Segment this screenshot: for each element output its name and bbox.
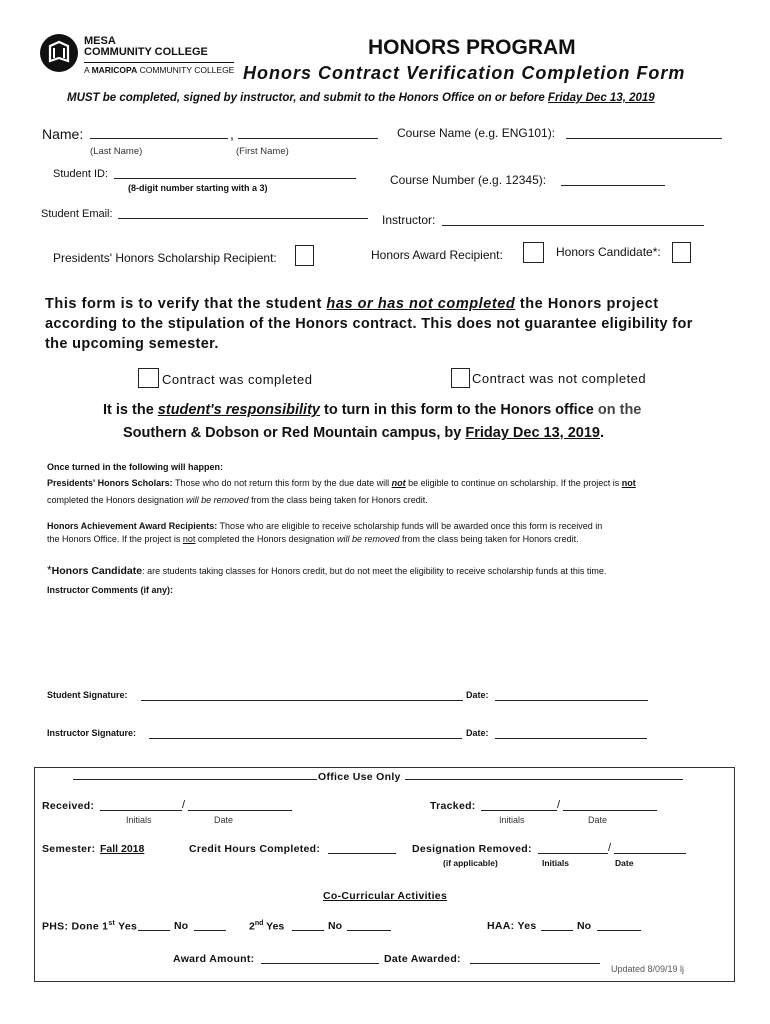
received-date-caption: Date xyxy=(214,815,234,825)
form-subtitle: Honors Contract Verification Completion Form xyxy=(243,63,686,83)
page-title: HONORS PROGRAM xyxy=(368,36,576,59)
honors-candidate-checkbox[interactable] xyxy=(672,242,691,263)
instructor-field[interactable] xyxy=(442,213,704,226)
instructor-signature-field[interactable] xyxy=(149,726,462,739)
course-name-label: Course Name (e.g. ENG101): xyxy=(397,126,556,140)
first-name-field[interactable] xyxy=(238,126,378,139)
office-title-rule-left xyxy=(73,767,317,780)
student-signature-field[interactable] xyxy=(141,688,463,701)
presidents-note-line-1: Presidents' Honors Scholars: Those who do not return this form by the due date will not be eligible to continue on scholarship. If the project is not xyxy=(47,478,636,488)
student-email-field[interactable] xyxy=(118,206,368,219)
course-name-field[interactable] xyxy=(566,126,722,139)
student-signature-label: Student Signature: xyxy=(47,690,128,700)
name-label: Name: xyxy=(42,126,84,142)
second-yes-label: 2nd Yes xyxy=(249,920,285,933)
award-amount-label: Award Amount: xyxy=(173,953,255,965)
contract-not-completed-checkbox[interactable] xyxy=(451,368,470,388)
once-turned-in-heading: Once turned in the following will happen: xyxy=(47,462,223,472)
received-date-field[interactable] xyxy=(188,798,292,811)
responsibility-line-2: Southern & Dobson or Red Mountain campus, by Friday Dec 13, 2019. xyxy=(123,425,605,441)
haa-note-line-1: Honors Achievement Award Recipients: Those who are eligible to receive scholarship funds will be awarded once this form is received in xyxy=(47,521,603,531)
designation-date-field[interactable] xyxy=(614,841,686,854)
haa-no-field[interactable] xyxy=(597,918,641,931)
designation-removed-label: Designation Removed: xyxy=(412,843,532,855)
contract-completed-checkbox[interactable] xyxy=(138,368,159,388)
semester-value: Fall 2018 xyxy=(100,843,145,855)
honors-award-checkbox[interactable] xyxy=(523,242,544,263)
last-name-field[interactable] xyxy=(90,126,228,139)
student-id-label: Student ID: xyxy=(53,168,109,180)
student-id-field[interactable] xyxy=(114,166,356,179)
contract-not-completed-label: Contract was not completed xyxy=(472,371,647,386)
instructor-label: Instructor: xyxy=(382,213,436,227)
updated-note: Updated 8/09/19 lj xyxy=(611,964,685,974)
verification-line-2: according to the stipulation of the Honors contract. This does not guarantee eligibility for xyxy=(45,316,693,332)
phs-no-label: No xyxy=(174,920,188,932)
semester-label: Semester: xyxy=(42,843,96,855)
candidate-note: *Honors Candidate: are students taking classes for Honors credit, but do not meet the eligibility to receive scholarship funds at this time. xyxy=(47,563,607,577)
designation-date-caption: Date xyxy=(615,858,634,868)
second-no-label: No xyxy=(328,920,342,932)
name-comma: , xyxy=(230,126,234,142)
verification-line-3: the upcoming semester. xyxy=(45,336,219,352)
honors-candidate-label: Honors Candidate*: xyxy=(556,245,661,259)
course-number-field[interactable] xyxy=(561,173,665,186)
credit-hours-field[interactable] xyxy=(328,841,396,854)
contract-completed-label: Contract was completed xyxy=(162,372,313,387)
first-name-hint: (First Name) xyxy=(236,146,289,157)
student-date-field[interactable] xyxy=(495,688,648,701)
haa-note-line-2: the Honors Office. If the project is not completed the Honors designation will be removed from the class being taken for Honors credit. xyxy=(47,534,579,544)
phs-label: PHS: Done 1st Yes xyxy=(42,920,138,933)
designation-initials-field[interactable] xyxy=(538,841,608,854)
received-label: Received: xyxy=(42,800,95,812)
haa-yes-label: HAA: Yes xyxy=(487,920,537,932)
student-id-hint: (8-digit number starting with a 3) xyxy=(128,183,268,193)
verification-line-1: This form is to verify that the student has or has not completed the Honors project xyxy=(45,296,659,312)
college-affiliation: A MARICOPA COMMUNITY COLLEGE xyxy=(84,62,234,75)
presidents-scholarship-checkbox[interactable] xyxy=(295,245,314,266)
responsibility-line-1: It is the student's responsibility to turn in this form to the Honors office on the xyxy=(103,402,642,418)
college-name-line1: MESA xyxy=(84,35,116,47)
last-name-hint: (Last Name) xyxy=(90,146,143,157)
designation-slash: / xyxy=(608,842,612,854)
received-slash: / xyxy=(182,799,186,811)
tracked-date-field[interactable] xyxy=(563,798,657,811)
office-use-title: Office Use Only xyxy=(318,771,401,783)
phs-yes-field[interactable] xyxy=(138,918,170,931)
submission-instruction: MUST be completed, signed by instructor, and submit to the Honors Office on or before Friday Dec 13, 2019 xyxy=(67,92,655,104)
received-initials-caption: Initials xyxy=(126,815,152,825)
instructor-comments-label: Instructor Comments (if any): xyxy=(47,585,174,595)
instructor-date-field[interactable] xyxy=(495,726,647,739)
college-name-line2: COMMUNITY COLLEGE xyxy=(84,46,208,58)
award-amount-field[interactable] xyxy=(261,951,379,964)
haa-no-label: No xyxy=(577,920,591,932)
tracked-label: Tracked: xyxy=(430,800,476,812)
second-no-field[interactable] xyxy=(347,918,391,931)
student-date-label: Date: xyxy=(466,690,489,700)
presidents-scholarship-label: Presidents' Honors Scholarship Recipient: xyxy=(53,251,277,265)
if-applicable-caption: (if applicable) xyxy=(443,858,498,868)
honors-award-label: Honors Award Recipient: xyxy=(371,248,503,262)
phs-no-field[interactable] xyxy=(194,918,226,931)
instructor-date-label: Date: xyxy=(466,728,489,738)
tracked-date-caption: Date xyxy=(588,815,608,825)
credit-hours-label: Credit Hours Completed: xyxy=(189,843,321,855)
tracked-initials-caption: Initials xyxy=(499,815,525,825)
college-logo-icon xyxy=(40,34,78,72)
haa-yes-field[interactable] xyxy=(541,918,573,931)
date-awarded-label: Date Awarded: xyxy=(384,953,461,965)
office-title-rule-right xyxy=(405,767,683,780)
tracked-initials-field[interactable] xyxy=(481,798,557,811)
instructor-signature-label: Instructor Signature: xyxy=(47,728,137,738)
instructor-comments-area[interactable] xyxy=(47,600,727,675)
co-curricular-heading: Co-Curricular Activities xyxy=(323,890,448,902)
date-awarded-field[interactable] xyxy=(470,951,600,964)
designation-initials-caption: Initials xyxy=(542,858,569,868)
presidents-note-line-2: completed the Honors designation will be removed from the class being taken for Honors credit. xyxy=(47,495,428,505)
second-yes-field[interactable] xyxy=(292,918,324,931)
student-email-label: Student Email: xyxy=(41,208,113,220)
course-number-label: Course Number (e.g. 12345): xyxy=(390,173,547,187)
tracked-slash: / xyxy=(557,799,561,811)
received-initials-field[interactable] xyxy=(100,798,182,811)
